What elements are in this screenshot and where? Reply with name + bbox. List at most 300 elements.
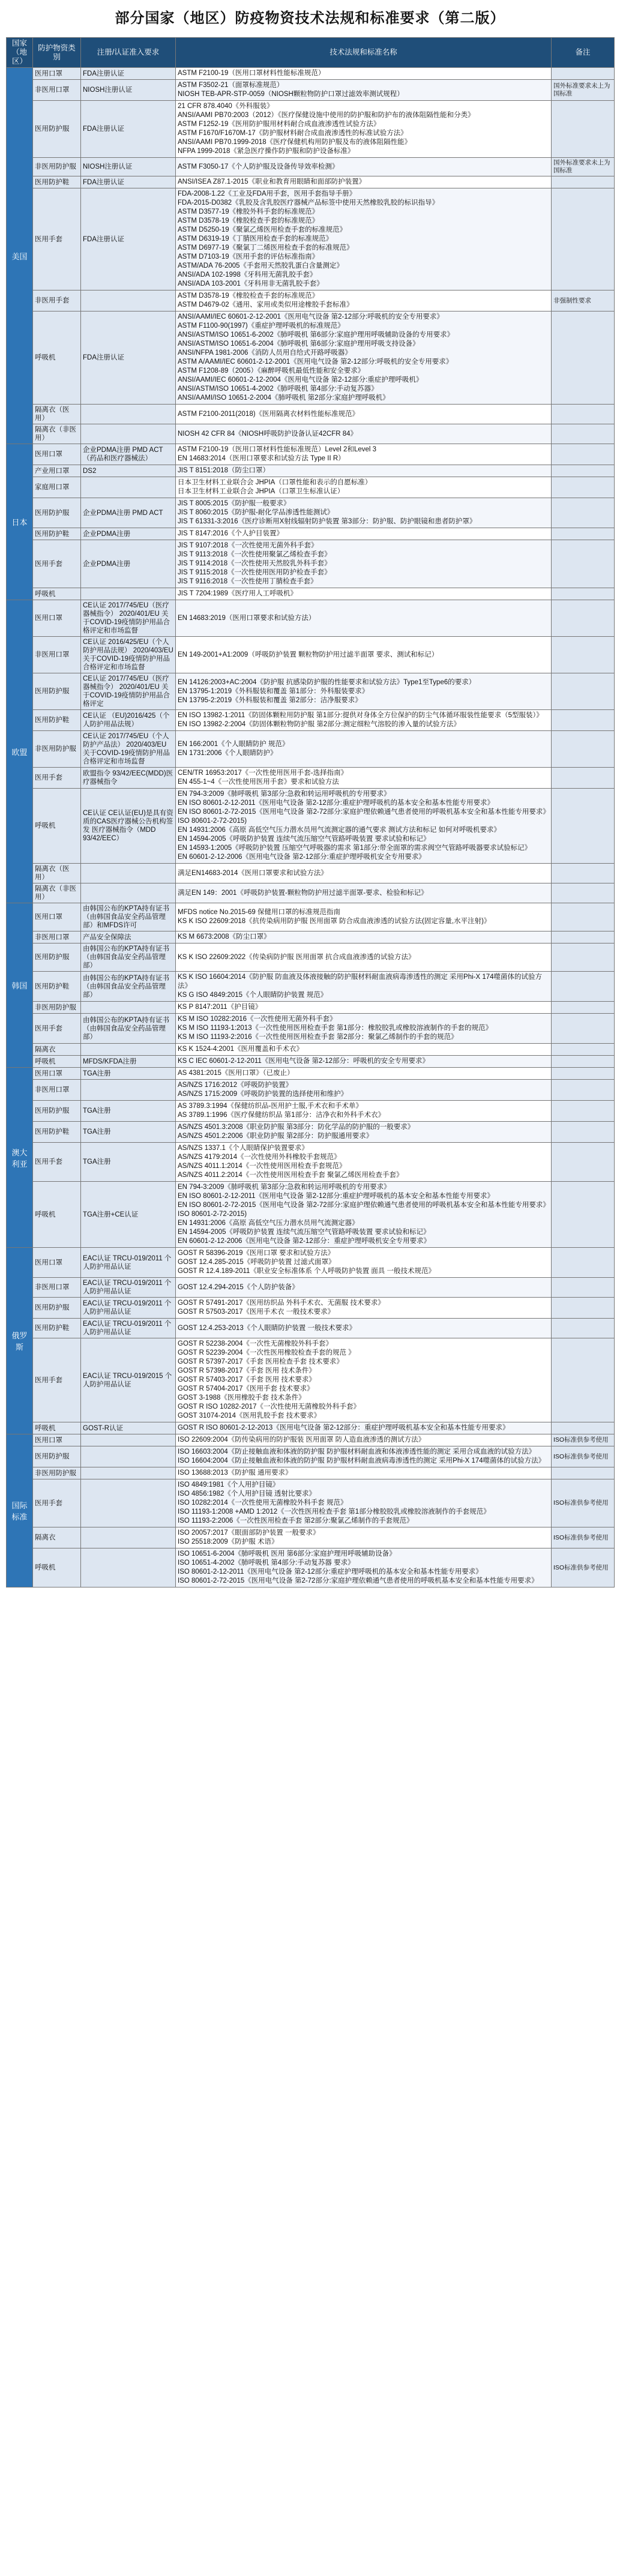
certification-cell: 产品安全保障法 — [81, 931, 176, 943]
standards-cell — [176, 465, 552, 477]
certification-cell: CE认证 2017/745/EU（医疗器械指令） 2020/401/EU 关于COVID-19疫情防护用品合格评定 — [81, 673, 176, 710]
standard-line: EN ISO 80601-2-12-2011《医用电气设备 第2-12部分:重症护理呼吸机的基本安全和基本性能专用要求》 — [178, 1193, 494, 1200]
standard-line: GOST R ISO 10282-2017《一次性使用无菌橡胶外科手套》 — [178, 1403, 360, 1410]
certification-cell: FDA注册认证 — [81, 188, 176, 290]
standard-line: GOST R 57397-2017《手套 医用检查手套 技术要求》 — [178, 1358, 343, 1365]
standard-line: GOST 31074-2014《医用乳胶手套 技术要求》 — [178, 1412, 321, 1419]
certification-cell — [81, 1434, 176, 1446]
table-row — [7, 444, 615, 465]
certification-cell: TGA注册 — [81, 1143, 176, 1182]
standard-line: EN 1731:2006《个人眼睛防护》 — [178, 750, 277, 757]
header-note: 备注 — [552, 38, 615, 68]
category-cell: 呼吸机 — [33, 588, 81, 600]
certification-cell — [81, 1527, 176, 1548]
standard-line: EN ISO 13982-2:2004《防固体颗粒物防护服 第2部分:测定细粒气溶胶的渗入量的试验方法》 — [178, 721, 460, 728]
standard-line: EN 149-2001+A1:2009（呼吸防护装置 颗粒物防护用过滤半面罩 要求、测试和标记） — [178, 651, 439, 658]
category-cell: 医用手套 — [33, 540, 81, 588]
certification-cell: EAC认证 TRCU-019/2011 个人防护用品认证 — [81, 1298, 176, 1319]
note-cell — [552, 600, 615, 637]
table-row — [7, 1548, 615, 1587]
note-cell — [552, 1044, 615, 1056]
note-cell: ISO标准供参考使用 — [552, 1527, 615, 1548]
standard-line: ANSI/AAMI PB70.1999-2018《医疗保健机构用防护服及布的液体阻隔性能》 — [178, 139, 412, 146]
table-row — [7, 176, 615, 188]
category-cell: 呼吸机 — [33, 1548, 81, 1587]
standard-line: GOST R 57404-2017《医用手套 技术要求》 — [178, 1385, 314, 1392]
standard-line: AS/NZS 4179:2014《一次性使用外科橡胶手套规范》 — [178, 1154, 341, 1161]
standard-line: EN 60601-2-12-2006《医用电气设备 第2-12部分:重症护理呼吸机安全专用要求》 — [178, 853, 426, 861]
standard-line: EN 455-1~4《一次性使用医用手套》要求和试验方法 — [178, 778, 339, 786]
category-cell: 隔离衣（非医用） — [33, 883, 81, 903]
note-cell: 国外标准要求未上为国标准 — [552, 158, 615, 176]
standard-line: ASTM D6977-19《聚氯丁二烯医用检查手套的标准规范》 — [178, 244, 354, 251]
standards-cell — [176, 903, 552, 931]
standards-cell — [176, 1434, 552, 1446]
standard-line: ISO 10651-6-2004《肺呼吸机 医用 第6部分:家庭护理用呼吸辅助设备》 — [178, 1550, 396, 1557]
certification-cell: 由韩国公布的KPTA持有证书（由韩国食品安全药品管理部） — [81, 943, 176, 972]
standard-line: ISO 80601-2-12-2011《医用电气设备 第2-12部分:重症护理呼吸机的基本安全和基本性能专用要求》 — [178, 1568, 483, 1575]
certification-cell: 企业PDMA注册 PMD ACT（药品和医疗器械法） — [81, 444, 176, 465]
standard-line: ASTM D3578-19《橡胶检查手套的标准规范》 — [178, 292, 319, 299]
standard-line: GOST 12.4.294-2015《个人防护装备》 — [178, 1283, 299, 1291]
standard-line: ASTM F2100-2011(2018)《医用隔离衣材料性能标准规范》 — [178, 410, 360, 418]
standard-line: JIS T 9113:2018《一次性使用聚氯乙烯检查手套》 — [178, 551, 331, 558]
standard-line: JIS T 9115:2018《一次性使用医用防护检查手套》 — [178, 569, 331, 576]
standard-line: JIS T 8060:2015《防护服-耐化学品渗透性能测试》 — [178, 509, 334, 516]
standard-line: ASTM F2100-19（医用口罩材料性能标准规范） — [178, 70, 325, 77]
table-row — [7, 972, 615, 1002]
standard-line: GOST R 57503-2017《医用手术衣 一般技术要求》 — [178, 1308, 335, 1316]
standard-line: ISO 4856:1982《个人用护目镜 透射比要求》 — [178, 1490, 316, 1497]
certification-cell — [81, 883, 176, 903]
category-cell: 医用口罩 — [33, 68, 81, 80]
category-cell: 非医用防护服 — [33, 1467, 81, 1479]
category-cell: 医用防护鞋 — [33, 1122, 81, 1143]
standard-line: GOST R 52239-2004《一次性医用橡胶检查手套的规范 》 — [178, 1349, 355, 1356]
table-row — [7, 1056, 615, 1068]
certification-cell — [81, 1548, 176, 1587]
standards-cell — [176, 931, 552, 943]
standard-line: ANSI/NFPA 1981-2006《消防人员用自给式开路呼吸器》 — [178, 349, 352, 357]
standard-line: ASTM F1252-19《医用防护服用材料耐合成血液渗透性试验方法》 — [178, 121, 381, 128]
standard-line: ANSI/ASTM/ISO 10651-6-2004《肺呼吸机 第6部分:家庭护理用呼吸支持设备》 — [178, 340, 420, 348]
standard-line: 日本卫生材料工业联合会 JHPIA（口罩卫生标准认证） — [178, 488, 345, 495]
note-cell — [552, 1068, 615, 1080]
certification-cell: 企业PDMA注册 — [81, 528, 176, 540]
standard-line: NIOSH TEB-APR-STP-0059（NIOSH颗粒物防护口罩过滤效率测试规程） — [178, 91, 404, 98]
standard-line: ANSI/ISEA Z87.1-2015《职业和教育用眼睛和面部防护装置》 — [178, 178, 366, 185]
note-cell — [552, 1467, 615, 1479]
table-body — [7, 68, 615, 1587]
standard-line: EN ISO 13982-1:2011《防固体颗粒用防护服 第1部分:提供对身体全方位保护的防尘气体循环服装性能要求（5型服装）》 — [178, 712, 543, 719]
note-cell — [552, 528, 615, 540]
table-row — [7, 943, 615, 972]
category-cell: 呼吸机 — [33, 1422, 81, 1434]
standards-cell — [176, 1002, 552, 1014]
standard-line: KS K ISO 22609:2022《传染病防护服 医用面罩 抗合成血液渗透的试验方法》 — [178, 953, 415, 961]
table-row — [7, 424, 615, 444]
certification-cell — [81, 1467, 176, 1479]
note-cell — [552, 1056, 615, 1068]
note-cell: 非强制性要求 — [552, 290, 615, 311]
table-row — [7, 1467, 615, 1479]
certification-cell: GOST-R认证 — [81, 1422, 176, 1434]
note-cell — [552, 789, 615, 864]
note-cell: ISO标准供参考使用 — [552, 1434, 615, 1446]
document-title: 部分国家（地区）防疫物资技术法规和标准要求（第二版） — [115, 10, 505, 26]
standards-cell — [176, 405, 552, 424]
table-row — [7, 883, 615, 903]
standard-line: JIS T 7204:1989《医疗用人工呼吸机》 — [178, 590, 297, 597]
standard-line: GOST R 58396-2019《医用口罩 要求和试验方法》 — [178, 1250, 335, 1257]
region-cell: 欧盟 — [7, 600, 33, 903]
standard-line: KS G ISO 4849:2015《个人眼睛防护装置 规范》 — [178, 992, 328, 999]
standard-line: 满足EN 149：2001《呼吸防护装置-颗粒物防护用过滤半面罩-要求、检验和标记》 — [178, 889, 428, 897]
standard-line: EN ISO 80601-2-72-2015《医用电气设备 第2-72部分:家庭护理依赖通气患者使用的呼吸机基本安全和基本性能专用要求》ISO 80601-2-72-2015) — [178, 808, 547, 825]
category-cell: 医用口罩 — [33, 600, 81, 637]
standards-cell — [176, 637, 552, 673]
certification-cell — [81, 588, 176, 600]
category-cell: 医用防护服 — [33, 498, 81, 528]
certification-cell: CE认证 2017/745/EU（个人防护产品法） 2020/403/EU 关于COVID-19疫情防护用品合格评定和市场监督 — [81, 731, 176, 768]
category-cell: 非医用防护服 — [33, 731, 81, 768]
certification-cell: NIOSH注册认证 — [81, 158, 176, 176]
category-cell: 医用手套 — [33, 768, 81, 789]
standards-cell — [176, 444, 552, 465]
standards-cell — [176, 68, 552, 80]
table-row — [7, 731, 615, 768]
category-cell: 医用防护鞋 — [33, 528, 81, 540]
standard-line: AS/NZS 4011.1:2014《一次性使用医用检查手套规范》 — [178, 1163, 346, 1170]
standard-line: EN 14683:2019（医用口罩要求和试验方法） — [178, 614, 316, 622]
standard-line: ASTM F1100-90(1997)《重症护理呼吸机的标准规范》 — [178, 322, 345, 330]
category-cell: 隔离衣 — [33, 1044, 81, 1056]
standard-line: AS/NZS 4501.2:2006《职业防护服 第2部分：防护服通用要求》 — [178, 1133, 373, 1140]
table-header-row — [7, 38, 615, 68]
category-cell: 隔离衣（非医用） — [33, 424, 81, 444]
standard-line: KS M ISO 11193-1:2013《一次性使用医用检查手套 第1部分：橡胶胶乳或橡胶溶液制作的手套的规范》 — [178, 1025, 493, 1032]
category-cell: 医用防护服 — [33, 673, 81, 710]
standards-cell — [176, 477, 552, 498]
standard-line: ISO 20057:2017《眼面部防护装置 一般要求》 — [178, 1529, 320, 1536]
table-row — [7, 600, 615, 637]
standard-line: CEN/TR 16953:2017《一次性使用医用手套-选择指南》 — [178, 769, 348, 777]
category-cell: 非医用口罩 — [33, 1080, 81, 1101]
note-cell — [552, 465, 615, 477]
standards-cell — [176, 498, 552, 528]
table-row — [7, 528, 615, 540]
certification-cell: 由韩国公布的KPTA持有证书（由韩国食品安全药品管理部） — [81, 1014, 176, 1044]
standard-line: ASTM F1670/F1670M-17《防护服材料耐合成血液渗透性的标准试验方法》 — [178, 130, 408, 137]
category-cell: 医用防护鞋 — [33, 1319, 81, 1338]
table-row — [7, 1122, 615, 1143]
certification-cell — [81, 1479, 176, 1527]
standards-cell — [176, 600, 552, 637]
standards-table — [6, 37, 615, 1587]
note-cell — [552, 477, 615, 498]
region-cell: 国际标准 — [7, 1434, 33, 1587]
note-cell — [552, 1182, 615, 1248]
region-cell: 美国 — [7, 68, 33, 444]
standard-line: AS/NZS 1337.1《个人眼睛保护装置要求》 — [178, 1145, 308, 1152]
standard-line: 21 CFR 878.4040《外科服装》 — [178, 103, 274, 110]
standard-line: AS 3789.3:1994《保健纺织品-医用护士服,手术衣和手术单》 — [178, 1103, 363, 1110]
category-cell: 呼吸机 — [33, 789, 81, 864]
standard-line: AS/NZS 1715:2009《呼吸防护装置的选择使用和维护》 — [178, 1091, 348, 1098]
standards-cell — [176, 943, 552, 972]
certification-cell: TGA注册 — [81, 1068, 176, 1080]
standard-line: 满足EN14683-2014《医用口罩要求和试验方法》 — [178, 869, 328, 877]
standard-line: ASTM/ADA 76-2005《手套用天然胶乳蛋白含量测定》 — [178, 262, 344, 269]
table-row — [7, 1422, 615, 1434]
standards-cell — [176, 311, 552, 405]
standard-line: EN ISO 80601-2-12-2011《医用电气设备 第2-12部分:重症护理呼吸机的基本安全和基本性能专用要求》 — [178, 799, 494, 807]
note-cell — [552, 1014, 615, 1044]
table-row — [7, 1044, 615, 1056]
category-cell: 医用口罩 — [33, 1248, 81, 1278]
standard-line: EN 14594-2005《呼吸防护装置 连续气流压缩空气管路呼吸装置 要求试验和标记》 — [178, 835, 430, 843]
standard-line: GOST R 57491-2017《医用纺织品 外科手术衣、无菌服 技术要求》 — [178, 1299, 385, 1307]
standard-line: KS M 6673:2008《防尘口罩》 — [178, 933, 271, 940]
note-cell: ISO标准供参考使用 — [552, 1479, 615, 1527]
table-row — [7, 1080, 615, 1101]
standards-cell — [176, 1446, 552, 1467]
category-cell: 非医用手套 — [33, 290, 81, 311]
standard-line: GOST 3-1988《医用橡胶手套 技术条件》 — [178, 1394, 305, 1401]
note-cell — [552, 1143, 615, 1182]
note-cell — [552, 405, 615, 424]
standard-line: JIS T 9107:2018《一次性使用无菌外科手套》 — [178, 542, 318, 549]
category-cell: 医用防护服 — [33, 1101, 81, 1122]
note-cell: 国外标准要求未上为国标准 — [552, 80, 615, 101]
standard-line: ANSI/AAMI/ISO 10651-2-2004《肺呼吸机 第2部分:家庭护理呼吸机》 — [178, 394, 390, 402]
standards-cell — [176, 1467, 552, 1479]
certification-cell: FDA注册认证 — [81, 311, 176, 405]
standard-line: AS/NZS 1716:2012《呼吸防护装置》 — [178, 1082, 293, 1089]
table-row — [7, 311, 615, 405]
standard-line: ASTM F3050-17《个人防护服及设备传导效率检测》 — [178, 163, 339, 170]
category-cell: 医用口罩 — [33, 903, 81, 931]
table-row — [7, 158, 615, 176]
table-row — [7, 188, 615, 290]
certification-cell — [81, 1044, 176, 1056]
standard-line: KS M ISO 11193-2:2016《一次性使用医用检查手套 第2部分：聚氯乙烯制作的手套的规范》 — [178, 1034, 458, 1041]
standard-line: ASTM D7103-19《医用手套的评估标准指南》 — [178, 253, 319, 260]
standard-line: ASTM D4679-02《通用、家用或类似用途橡胶手套标准》 — [178, 301, 354, 308]
standard-line: EN 14593-1:2005《呼吸防护装置 压缩空气呼吸器的需求 第1部分:带全面罩的需求阀空气管路呼吸器要求试验标记》 — [178, 844, 532, 852]
category-cell: 医用手套 — [33, 1014, 81, 1044]
certification-cell: CE认证 2016/425/EU（个人防护用品法规） 2020/403/EU 关于COVID-19疫情防护用品合格评定和市场监督 — [81, 637, 176, 673]
note-cell: ISO标准供参考使用 — [552, 1446, 615, 1467]
standards-cell — [176, 424, 552, 444]
table-row — [7, 1002, 615, 1014]
standards-cell — [176, 528, 552, 540]
header-region: 国家（地区） — [7, 38, 33, 68]
category-cell: 非医用口罩 — [33, 931, 81, 943]
standards-cell — [176, 673, 552, 710]
category-cell: 隔离衣（医用） — [33, 864, 81, 883]
region-cell: 俄罗斯 — [7, 1248, 33, 1434]
table-row — [7, 903, 615, 931]
certification-cell — [81, 477, 176, 498]
standard-line: JIS T 9116:2018《一次性使用丁腈检查手套》 — [178, 578, 318, 585]
header-category: 防护物资类别 — [33, 38, 81, 68]
standard-line: ASTM F2100-19（医用口罩材料性能标准规范）Level 2和Level 3 — [178, 446, 377, 453]
standards-cell — [176, 1298, 552, 1319]
note-cell — [552, 1101, 615, 1122]
note-cell — [552, 1278, 615, 1298]
category-cell: 医用防护服 — [33, 1298, 81, 1319]
note-cell — [552, 768, 615, 789]
category-cell: 医用防护鞋 — [33, 710, 81, 731]
standard-line: AS/NZS 4011.2:2014《一次性使用医用检查手套 聚氯乙烯医用检查手套》 — [178, 1172, 403, 1179]
certification-cell — [81, 864, 176, 883]
table-row — [7, 101, 615, 158]
standard-line: AS 4381:2015《医用口罩》（已废止） — [178, 1070, 294, 1077]
standard-line: KS K 1524-4:2001《医用覆盖和手术衣》 — [178, 1046, 303, 1053]
standard-line: EN 60601-2-12-2006《医用电气设备 第2-12部分：重症护理呼吸机安全专用要求》 — [178, 1238, 431, 1245]
note-cell — [552, 311, 615, 405]
standard-line: ISO 4849:1981《个人用护目镜》 — [178, 1481, 280, 1488]
standard-line: NFPA 1999-2018《紧急医疗操作防护服和防护设备标准》 — [178, 148, 355, 155]
standard-line: AS 3789.1:1996《医疗保健纺织品 第1部分：洁净衣和外科手术衣》 — [178, 1112, 385, 1119]
category-cell: 产业用口罩 — [33, 465, 81, 477]
standard-line: ASTM D3577-19《橡胶外科手套的标准规范》 — [178, 208, 319, 215]
standard-line: ANSI/ASTM/ISO 10651-4-2002《肺呼吸机 第4部分:手动复苏器》 — [178, 385, 378, 393]
note-cell — [552, 710, 615, 731]
certification-cell — [81, 405, 176, 424]
standard-line: EN 794-3:2009《肺呼吸机 第3部分:急救和转运用呼吸机的专用要求》 — [178, 1184, 391, 1191]
table-row — [7, 290, 615, 311]
standard-line: KS P 8147:2011《护目镜》 — [178, 1004, 262, 1011]
certification-cell: 由韩国公布的KPTA持有证书（由韩国食品安全药品管理部） — [81, 972, 176, 1002]
standard-line: EN 13795-1:2019《外科服装和覆盖 第1部分：外科服装要求》 — [178, 687, 369, 695]
standard-line: GOST R 52238-2004《一次性无菌橡胶外科手套》 — [178, 1340, 333, 1347]
standards-cell — [176, 864, 552, 883]
category-cell: 医用防护服 — [33, 1446, 81, 1467]
table-row — [7, 1068, 615, 1080]
standards-cell — [176, 176, 552, 188]
document — [6, 0, 614, 1587]
note-cell — [552, 1248, 615, 1278]
standard-line: NIOSH 42 CFR 84《NIOSH呼吸防护设备认证42CFR 84》 — [178, 430, 358, 438]
note-cell — [552, 673, 615, 710]
note-cell — [552, 101, 615, 158]
table-row — [7, 1298, 615, 1319]
standard-line: EN 14683:2014（医用口罩要求和试验方法 Type II R） — [178, 455, 345, 462]
standard-line: EN ISO 80601-2-72-2015《医用电气设备 第2-72部分:家庭护理依赖通气患者使用的呼吸机基本安全和基本性能专用要求》ISO 80601-2-72-2015) — [178, 1202, 547, 1218]
standards-cell — [176, 1056, 552, 1068]
standard-line: JIS T 8151:2018（防尘口罩） — [178, 467, 269, 474]
standard-line: ISO 22609:2004《防传染病用的防护服装 医用面罩 防人造血液渗透的测试方法》 — [178, 1436, 426, 1443]
certification-cell: EAC认证 TRCU-019/2011 个人防护用品认证 — [81, 1248, 176, 1278]
standards-cell — [176, 1319, 552, 1338]
note-cell — [552, 731, 615, 768]
certification-cell: CE认证 2017/745/EU（医疗器械指令） 2020/401/EU 关于COVID-19疫情防护用品合格评定和市场监督 — [81, 600, 176, 637]
standards-cell — [176, 1248, 552, 1278]
certification-cell: TGA注册 — [81, 1122, 176, 1143]
standard-line: EN 794-3:2009《肺呼吸机 第3部分:急救和转运用呼吸机的专用要求》 — [178, 790, 391, 798]
certification-cell: 欧盟指令 93/42/EEC(MDD)医疗器械指令 — [81, 768, 176, 789]
table-row — [7, 465, 615, 477]
standard-line: EN 166:2001《个人眼睛防护 规范》 — [178, 741, 289, 748]
standards-cell — [176, 972, 552, 1002]
category-cell: 隔离衣（医用） — [33, 405, 81, 424]
standard-line: ANSI/AAMI/IEC 60601-2-12-2004《医用电气设备 第2-12部分:重症护理呼吸机》 — [178, 376, 423, 384]
standards-cell — [176, 1101, 552, 1122]
standard-line: KS C IEC 60601-2-12-2011《医用电气设备 第2-12部分：呼吸机的安全专用要求》 — [178, 1058, 429, 1065]
note-cell: ISO标准供参考使用 — [552, 1548, 615, 1587]
standard-line: ISO 25518:2009《防护服 术语》 — [178, 1538, 278, 1545]
note-cell — [552, 883, 615, 903]
certification-cell: EAC认证 TRCU-019/2011 个人防护用品认证 — [81, 1278, 176, 1298]
standards-cell — [176, 1143, 552, 1182]
note-cell — [552, 68, 615, 80]
category-cell: 医用手套 — [33, 1479, 81, 1527]
category-cell: 医用防护鞋 — [33, 176, 81, 188]
region-cell: 韩国 — [7, 903, 33, 1068]
standard-line: FDA-2015-D0382《乳胶及含乳胶医疗器械产品标签中使用天然橡胶乳胶的标识指导》 — [178, 199, 439, 206]
header-certification: 注册/认证准入要求 — [81, 38, 176, 68]
table-row — [7, 1278, 615, 1298]
note-cell — [552, 498, 615, 528]
note-cell — [552, 903, 615, 931]
region-cell: 日本 — [7, 444, 33, 600]
category-cell: 医用手套 — [33, 188, 81, 290]
table-row — [7, 68, 615, 80]
standard-line: ANSI/ADA 103-2001《牙科用非无菌乳胶手套》 — [178, 280, 324, 287]
standards-cell — [176, 80, 552, 101]
standard-line: GOST 12.4.253-2013《个人眼睛防护装置 一般技术要求》 — [178, 1324, 356, 1332]
standard-line: EN 13795-2:2019《外科服装和覆盖 第2部分：洁净服要求》 — [178, 696, 362, 704]
standard-line: ANSI/ADA 102-1998《牙科用无菌乳胶手套》 — [178, 271, 317, 278]
note-cell — [552, 1080, 615, 1101]
note-cell — [552, 1002, 615, 1014]
standard-line: ANSI/AAMI/IEC 60601-2-12-2001《医用电气设备 第2-12部分:呼吸机的安全专用要求》 — [178, 313, 444, 320]
standards-cell — [176, 1014, 552, 1044]
table-row — [7, 931, 615, 943]
standard-line: AS/NZS 4501.3:2008《职业防护服 第3部分：防化学品的防护服的一般要求》 — [178, 1124, 415, 1131]
note-cell — [552, 864, 615, 883]
table-row — [7, 768, 615, 789]
standards-cell — [176, 158, 552, 176]
standard-line: ISO 11193-2:2006《一次性医用检查手套 第2部分:聚氯乙烯制作的手套规范》 — [178, 1517, 414, 1524]
category-cell: 非医用防护服 — [33, 1002, 81, 1014]
note-cell — [552, 972, 615, 1002]
standard-line: ISO 16604:2004《防止接触血液和体液的防护服 防护服材料耐血液病毒渗透性的测定 采用Phi-X 174噬菌体的试验方法》 — [178, 1457, 546, 1464]
certification-cell: TGA注册 — [81, 1101, 176, 1122]
note-cell — [552, 1298, 615, 1319]
standard-line: JIS T 9114:2018《一次性使用天然胶乳外科手套》 — [178, 560, 331, 567]
note-cell — [552, 188, 615, 290]
category-cell: 医用手套 — [33, 1143, 81, 1182]
standard-line: EN 14126:2003+AC:2004《防护服 抗感染防护服的性能要求和试验方法》Type1至Type6的要求） — [178, 678, 476, 686]
table-row — [7, 540, 615, 588]
certification-cell: EAC认证 TRCU-019/2011 个人防护用品认证 — [81, 1319, 176, 1338]
standard-line: ASTM D6319-19《丁腈医用检查手套的标准规范》 — [178, 235, 333, 242]
region-cell: 澳大利亚 — [7, 1068, 33, 1248]
category-cell: 医用防护服 — [33, 943, 81, 972]
standard-line: ANSI/AAMI PB70:2003（2012）《医疗保健设施中使用的防护服和防护布的液体阻隔性能和分类》 — [178, 112, 475, 119]
standard-line: MFDS notice No.2015-69 保健用口罩的标准规范指南 — [178, 909, 340, 916]
category-cell: 非医用口罩 — [33, 637, 81, 673]
standards-cell — [176, 1080, 552, 1101]
table-row — [7, 498, 615, 528]
category-cell: 非医用口罩 — [33, 1278, 81, 1298]
standards-cell — [176, 101, 552, 158]
standard-line: ISO 80601-2-72-2015《医用电气设备 第2-72部分:家庭护理依赖通气患者使用的呼吸机基本安全和基本性能专用要求》 — [178, 1577, 538, 1584]
table-row — [7, 1319, 615, 1338]
